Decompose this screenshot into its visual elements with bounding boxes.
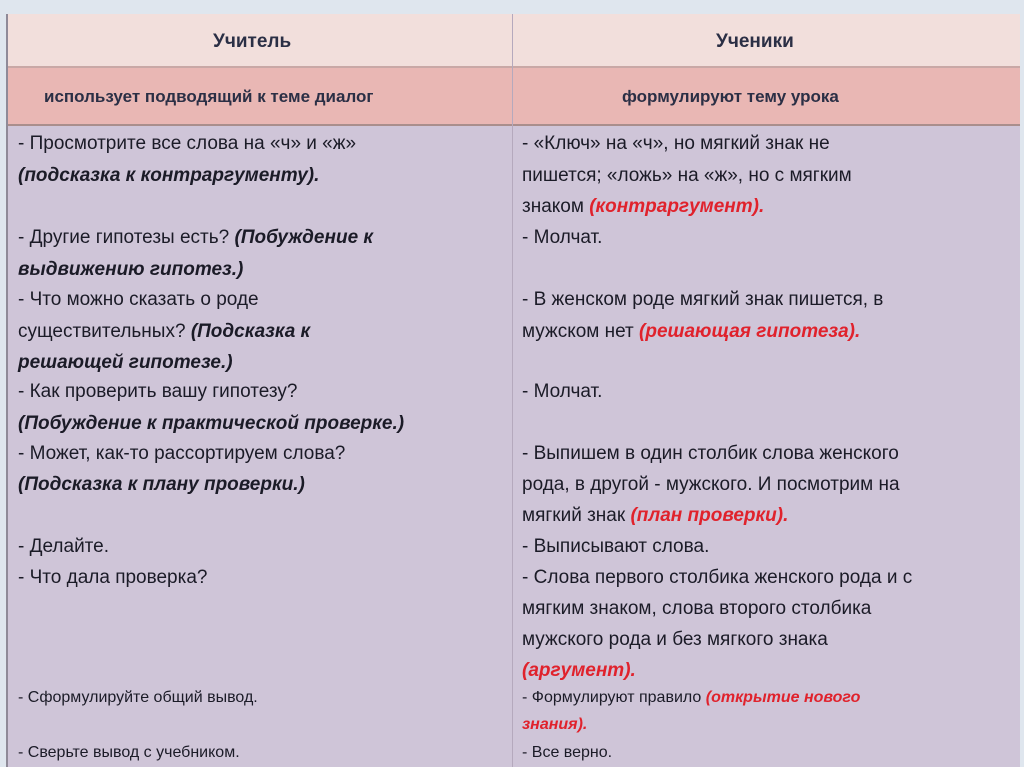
students-highlight: (план проверки). <box>630 505 789 526</box>
teacher-line: - Что можно сказать о роде <box>18 289 259 310</box>
students-subheader: формулируют тему урока <box>622 87 839 106</box>
teacher-subheader: использует подводящий к теме диалог <box>44 87 374 106</box>
students-line: рода, в другой - мужского. И посмотрим на <box>522 474 900 495</box>
students-highlight: (контраргумент). <box>589 196 765 217</box>
students-line: - Молчат. <box>522 381 603 402</box>
teacher-line: - Сформулируйте общий вывод. <box>18 689 258 706</box>
teacher-text: - Другие гипотезы есть? <box>18 227 235 248</box>
teacher-line: - Как проверить вашу гипотезу? <box>18 381 298 402</box>
students-highlight: знания). <box>522 716 588 733</box>
teacher-hint: выдвижению гипотез.) <box>18 259 244 280</box>
teacher-line: - Делайте. <box>18 536 110 557</box>
teacher-hint: (подсказка к контраргументу). <box>18 165 320 186</box>
teacher-text: существительных? <box>18 321 191 342</box>
students-line: - Слова первого столбика женского рода и с <box>522 567 913 588</box>
students-line: - Все верно. <box>522 744 613 761</box>
teacher-line <box>18 222 373 253</box>
students-line: - Молчат. <box>522 227 603 248</box>
teacher-line: - Сверьте вывод с учебником. <box>18 744 240 761</box>
students-line: пишется; «ложь» на «ж», но с мягким <box>522 165 852 186</box>
dialog-table <box>6 14 1020 767</box>
students-line: - Выпишем в один столбик слова женского <box>522 443 899 464</box>
students-line <box>522 191 764 222</box>
students-text: - Формулируют правило <box>522 689 706 706</box>
students-text: мягкий знак <box>522 505 631 526</box>
table-subheader-row <box>8 68 1020 126</box>
table-header-row <box>8 14 1020 68</box>
students-line <box>522 684 860 711</box>
students-highlight: (аргумент). <box>522 660 636 681</box>
students-highlight: (решающая гипотеза). <box>639 321 861 342</box>
teacher-line: - Что дала проверка? <box>18 567 208 588</box>
teacher-line: - Просмотрите все слова на «ч» и «ж» <box>18 133 357 154</box>
students-line <box>522 316 860 347</box>
students-text: знаком <box>522 196 590 217</box>
students-line: мягким знаком, слова второго столбика <box>522 598 872 619</box>
teacher-hint: (Побуждение к практической проверке.) <box>18 413 405 434</box>
students-line: мужского рода и без мягкого знака <box>522 629 828 650</box>
teacher-hint: (Побуждение к <box>234 227 374 248</box>
teacher-column-header: Учитель <box>213 31 292 52</box>
students-line: - «Ключ» на «ч», но мягкий знак не <box>522 133 830 154</box>
students-line <box>522 500 788 531</box>
students-text: мужском нет <box>522 321 640 342</box>
students-line: - Выписывают слова. <box>522 536 710 557</box>
teacher-line: - Может, как-то рассортируем слова? <box>18 443 346 464</box>
teacher-hint: решающей гипотезе.) <box>18 352 233 373</box>
students-highlight: (открытие нового <box>705 689 861 706</box>
students-column-header: Ученики <box>716 31 794 52</box>
teacher-hint: (Подсказка к плану проверки.) <box>18 474 305 495</box>
teacher-line <box>18 316 310 347</box>
column-divider <box>512 14 513 767</box>
students-line: - В женском роде мягкий знак пишется, в <box>522 289 884 310</box>
teacher-hint: (Подсказка к <box>190 321 311 342</box>
